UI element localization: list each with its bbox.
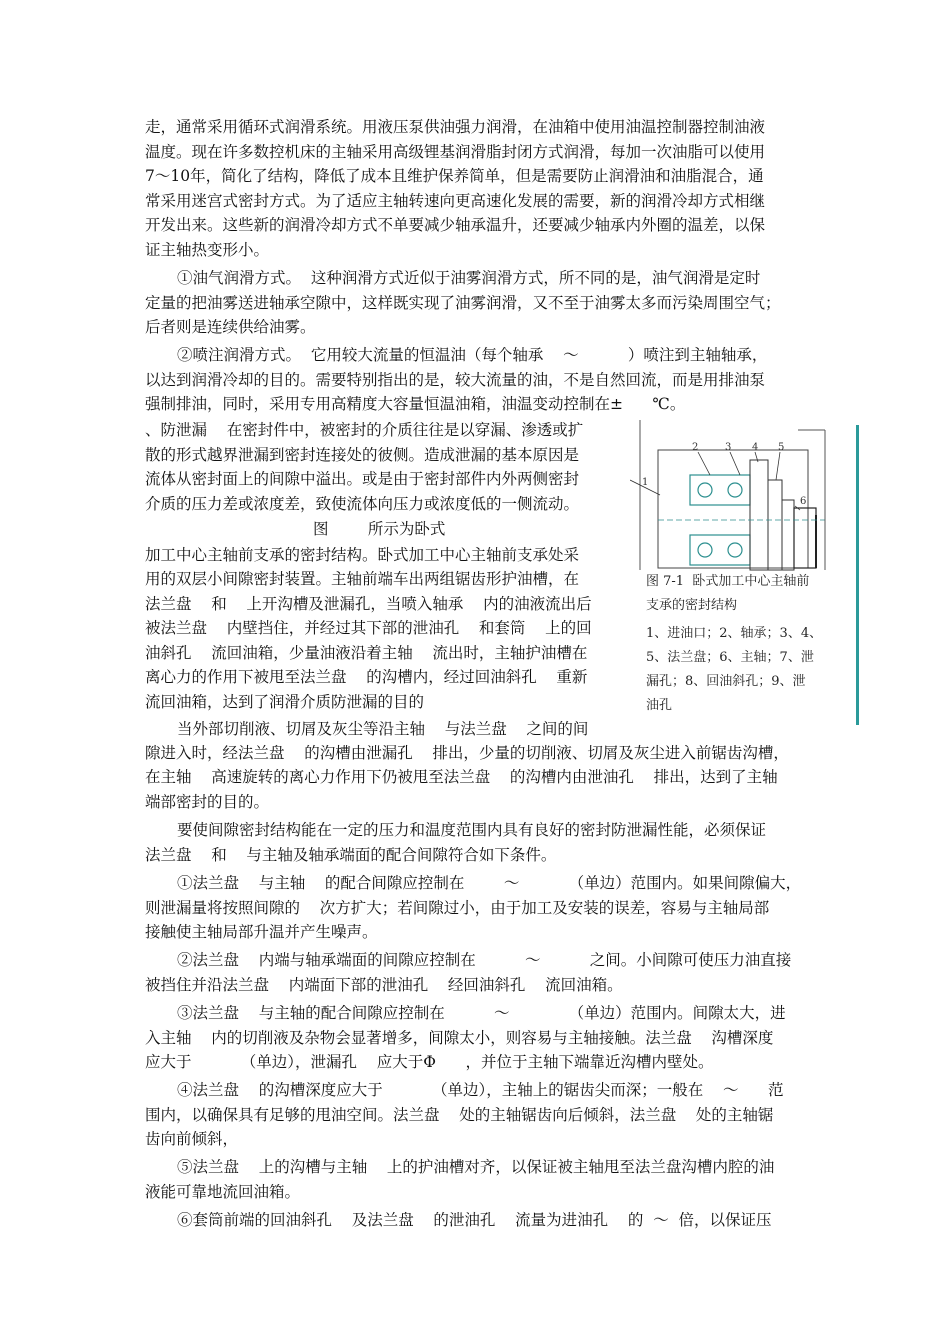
text-line: 强制排油，同时，采用专用高精度大容量恒温油箱，油温变动控制在± ℃。 [145,395,686,413]
spindle-seal-figure [630,420,860,725]
figure-caption-line: 1、进油口；2、轴承；3、4、 [646,626,823,641]
text-line: 隙进入时，经法兰盘 的沟槽由泄漏孔 排出，少量的切削液、切屑及灰尘进入前锯齿沟槽， [145,744,789,762]
figure-caption-line: 支承的密封结构 [646,598,738,613]
text-line: 接触使主轴局部升温并产生噪声。 [145,923,378,941]
text-line: 走，通常采用循环式润滑系统。用液压泵供油强力润滑，在油箱中使用油温控制器控制油液 [145,118,766,136]
text-line: 流体从密封面上的间隙中溢出。或是由于密封部件内外两侧密封 [145,470,580,488]
text-line: 开发出来。这些新的润滑冷却方式不单要减少轴承温升，还要减少轴承内外圈的温差，以保 [145,216,766,234]
figure-caption-line: 漏孔；8、回油斜孔；9、泄 [646,674,806,689]
text-line: 散的形式越界泄漏到密封连接处的彼侧。造成泄漏的基本原因是 [145,446,580,464]
text-line: 液能可靠地流回油箱。 [145,1183,301,1201]
text-line: 法兰盘 和 与主轴及轴承端面的配合间隙符合如下条件。 [145,846,557,864]
text-line: 图 所示为卧式 [313,520,446,538]
figure-label: 5 [778,442,785,453]
text-line: 介质的压力差或浓度差，致使流体向压力或浓度低的一侧流动。 [145,495,580,513]
text-line: 围内，以确保具有足够的甩油空间。法兰盘 处的主轴锯齿向后倾斜，法兰盘 处的主轴锯 [145,1106,774,1124]
text-line: ⑤法兰盘 上的沟槽与主轴 上的护油槽对齐，以保证被主轴甩至法兰盘沟槽内腔的油 [177,1158,775,1176]
text-line: 7～10年，简化了结构，降低了成本且维护保养简单，但是需要防止润滑油和油脂混合，通 [145,167,764,185]
text-line: 离心力的作用下被甩至法兰盘 的沟槽内，经过回油斜孔 重新 [145,668,588,686]
figure-label: 3 [725,442,732,453]
figure-frame-rule [856,425,859,725]
text-line: 用的双层小间隙密封装置。主轴前端车出两组锯齿形护油槽，在 [145,570,580,588]
text-line: ⑥套筒前端的回油斜孔 及法兰盘 的泄油孔 流量为进油孔 的 ～ 倍，以保证压 [177,1211,772,1229]
text-line: 则泄漏量将按照间隙的 次方扩大；若间隙过小，由于加工及安装的误差，容易与主轴局部 [145,899,770,917]
text-line: 要使间隙密封结构能在一定的压力和温度范围内具有良好的密封防泄漏性能，必须保证 [177,821,767,839]
text-line: 加工中心主轴前支承的密封结构。卧式加工中心主轴前支承处采 [145,546,580,564]
figure-label: 2 [692,442,699,453]
text-line: 定量的把油雾送进轴承空隙中，这样既实现了油雾润滑，又不至于油雾太多而污染周围空气； [145,294,781,312]
figure-caption-line: 油孔 [646,698,673,713]
text-line: 在主轴 高速旋转的离心力作用下仍被甩至法兰盘 的沟槽内由泄油孔 排出，达到了主轴 [145,768,778,786]
text-line: ②喷注润滑方式。 它用较大流量的恒温油（每个轴承 ～ ）喷注到主轴轴承， [177,346,768,364]
text-line: ①油气润滑方式。 这种润滑方式近似于油雾润滑方式，所不同的是，油气润滑是定时 [177,269,761,287]
text-line: ①法兰盘 与主轴 的配合间隙应控制在 ～ （单边）范围内。如果间隙偏大， [177,874,802,892]
text-line: 流回油箱，达到了润滑介质防泄漏的目的 [145,693,425,711]
text-line: 温度。现在许多数控机床的主轴采用高级锂基润滑脂封闭方式润滑，每加一次油脂可以使用 [145,143,766,161]
figure-label: 1 [642,477,649,488]
figure-label: 6 [800,496,807,507]
text-line: 应大于 （单边），泄漏孔 应大于Φ ，并位于主轴下端靠近沟槽内壁处。 [145,1053,714,1071]
text-line: ④法兰盘 的沟槽深度应大于 （单边），主轴上的锯齿尖而深；一般在 ～ 范 [177,1081,784,1099]
text-line: 、防泄漏 在密封件中，被密封的介质往往是以穿漏、渗透或扩 [145,421,584,439]
text-line: 被挡住并沿法兰盘 内端面下部的泄油孔 经回油斜孔 流回油箱。 [145,976,623,994]
text-line: 法兰盘 和 上开沟槽及泄漏孔，当喷入轴承 内的油液流出后 [145,595,592,613]
text-line: 证主轴热变形小。 [145,241,270,259]
spindle-seal-diagram [630,420,860,580]
figure-caption-line: 5、法兰盘；6、主轴；7、泄 [646,650,814,665]
text-line: 被法兰盘 内壁挡住，并经过其下部的泄油孔 和套筒 上的回 [145,619,592,637]
text-line: 端部密封的目的。 [145,793,270,811]
text-line: ③法兰盘 与主轴的配合间隙应控制在 ～ （单边）范围内。间隙太大，进 [177,1004,786,1022]
figure-label: 4 [752,442,759,453]
figure-caption-line: 图 7-1 卧式加工中心主轴前 [646,574,810,589]
text-line: 后者则是连续供给油雾。 [145,318,316,336]
text-line: ②法兰盘 内端与轴承端面的间隙应控制在 ～ 之间。小间隙可使压力油直接 [177,951,792,969]
text-line: 常采用迷宫式密封方式。为了适应主轴转速向更高速化发展的需要，新的润滑冷却方式相继 [145,192,766,210]
text-line: 入主轴 内的切削液及杂物会显著增多，间隙太小，则容易与主轴接触。法兰盘 沟槽深度 [145,1029,774,1047]
text-line: 油斜孔 流回油箱，少量油液沿着主轴 流出时，主轴护油槽在 [145,644,588,662]
text-line: 以达到润滑冷却的目的。需要特别指出的是，较大流量的油，不是自然回流，而是用排油泵 [145,371,766,389]
text-line: 齿向前倾斜， [145,1130,239,1148]
text-line: 当外部切削液、切屑及灰尘等沿主轴 与法兰盘 之间的间 [177,720,589,738]
